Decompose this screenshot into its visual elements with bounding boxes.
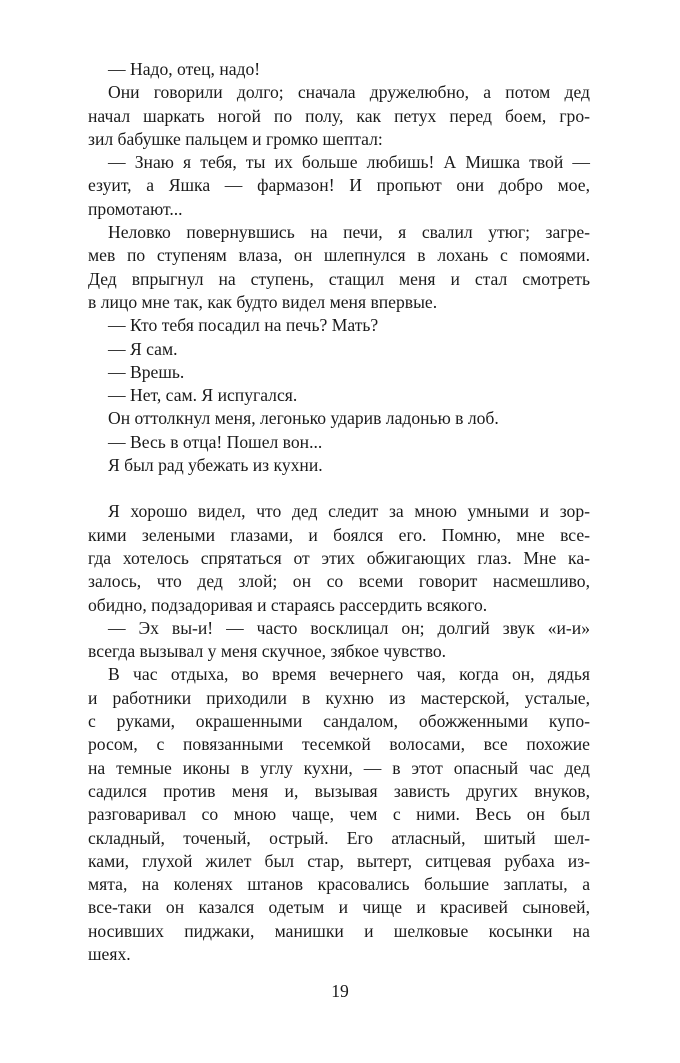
text-line: — Надо, отец, надо! bbox=[108, 59, 261, 79]
paragraph bbox=[88, 338, 590, 361]
text-line: все-таки он казался одетым и чище и красивей сыновей, bbox=[88, 897, 590, 918]
text-line: залось, что дед злой; он со всеми говорит насмешливо, bbox=[88, 571, 590, 592]
text-line: — Нет, сам. Я испугался. bbox=[108, 385, 298, 406]
text-line: гда хотелось спрятаться от этих обжигающих глаз. Мне ка- bbox=[88, 547, 590, 568]
text-line: — Эх вы-и! — часто восклицал он; долгий звук «и-и» bbox=[108, 617, 590, 638]
text-line: кими зелеными глазами, и боялся его. Помню, мне все- bbox=[88, 524, 590, 545]
text-line: Неловко повернувшись на печи, я свалил утюг; загре- bbox=[108, 222, 590, 243]
section-break bbox=[88, 477, 590, 500]
paragraph bbox=[88, 151, 590, 221]
text-line: промотают... bbox=[88, 198, 183, 219]
book-page bbox=[88, 58, 590, 966]
text-line: на темные иконы в углу кухни, — в этот опасный час дед bbox=[88, 757, 590, 778]
text-line: В час отдыха, во время вечернего чая, когда он, дядья bbox=[108, 664, 590, 685]
text-line: Он оттолкнул меня, легонько ударив ладонью в лоб. bbox=[108, 408, 499, 429]
paragraph bbox=[88, 221, 590, 314]
text-line: Они говорили долго; сначала дружелюбно, а потом дед bbox=[108, 82, 590, 103]
text-line: разговаривал со мною чаще, чем с ними. Весь он был bbox=[88, 804, 590, 825]
text-line: и работники приходили в кухню из мастерской, усталые, bbox=[88, 687, 590, 708]
paragraph bbox=[88, 58, 590, 81]
text-line: носивших пиджаки, манишки и шелковые косынки на bbox=[88, 920, 590, 941]
paragraph bbox=[88, 314, 590, 337]
text-line: Я хорошо видел, что дед следит за мною умными и зор- bbox=[108, 501, 590, 522]
paragraph bbox=[88, 454, 590, 477]
text-line: зил бабушке пальцем и громко шептал: bbox=[88, 128, 383, 149]
text-line: складный, точеный, острый. Его атласный, шитый шел- bbox=[88, 827, 590, 848]
text-line: езуит, а Яшка — фармазон! И пропьют они добро мое, bbox=[88, 175, 590, 196]
paragraph bbox=[88, 500, 590, 616]
text-section-bottom bbox=[88, 500, 590, 966]
paragraph bbox=[88, 617, 590, 664]
text-line: — Знаю я тебя, ты их больше любишь! А Мишка твой — bbox=[108, 152, 590, 173]
paragraph bbox=[88, 361, 590, 384]
text-section-top bbox=[88, 58, 590, 477]
paragraph bbox=[88, 407, 590, 430]
paragraph bbox=[88, 663, 590, 966]
text-line: всегда вызывал у меня скучное, зябкое чувство. bbox=[88, 641, 447, 662]
paragraph bbox=[88, 431, 590, 454]
text-line: ками, глухой жилет был стар, вытерт, ситцевая рубаха из- bbox=[88, 850, 590, 871]
paragraph bbox=[88, 81, 590, 151]
text-line: в лицо мне так, как будто видел меня впервые. bbox=[88, 291, 438, 312]
text-line: садился против меня и, вызывая зависть других внуков, bbox=[88, 780, 590, 801]
text-line: Дед впрыгнул на ступень, стащил меня и стал смотреть bbox=[88, 268, 590, 289]
text-line: обидно, подзадоривая и стараясь рассердить всякого. bbox=[88, 594, 488, 615]
text-line: — Врешь. bbox=[108, 361, 185, 382]
text-line: мев по ступеням влаза, он шлепнулся в лохань с помоями. bbox=[88, 245, 590, 266]
text-line: мята, на коленях штанов красовались большие заплаты, а bbox=[88, 874, 590, 895]
page-number: 19 bbox=[331, 981, 349, 1001]
text-line: Я был рад убежать из кухни. bbox=[108, 455, 323, 476]
paragraph bbox=[88, 384, 590, 407]
text-line: — Кто тебя посадил на печь? Мать? bbox=[108, 315, 379, 336]
text-line: — Весь в отца! Пошел вон... bbox=[108, 431, 323, 452]
text-line: — Я сам. bbox=[108, 338, 178, 359]
text-line: шеях. bbox=[88, 943, 131, 964]
text-line: росом, с повязанными тесемкой волосами, все похожие bbox=[88, 734, 590, 755]
text-line: начал шаркать ногой по полу, как петух перед боем, гро- bbox=[88, 105, 590, 126]
text-line: с руками, окрашенными сандалом, обожженными купо- bbox=[88, 711, 590, 732]
